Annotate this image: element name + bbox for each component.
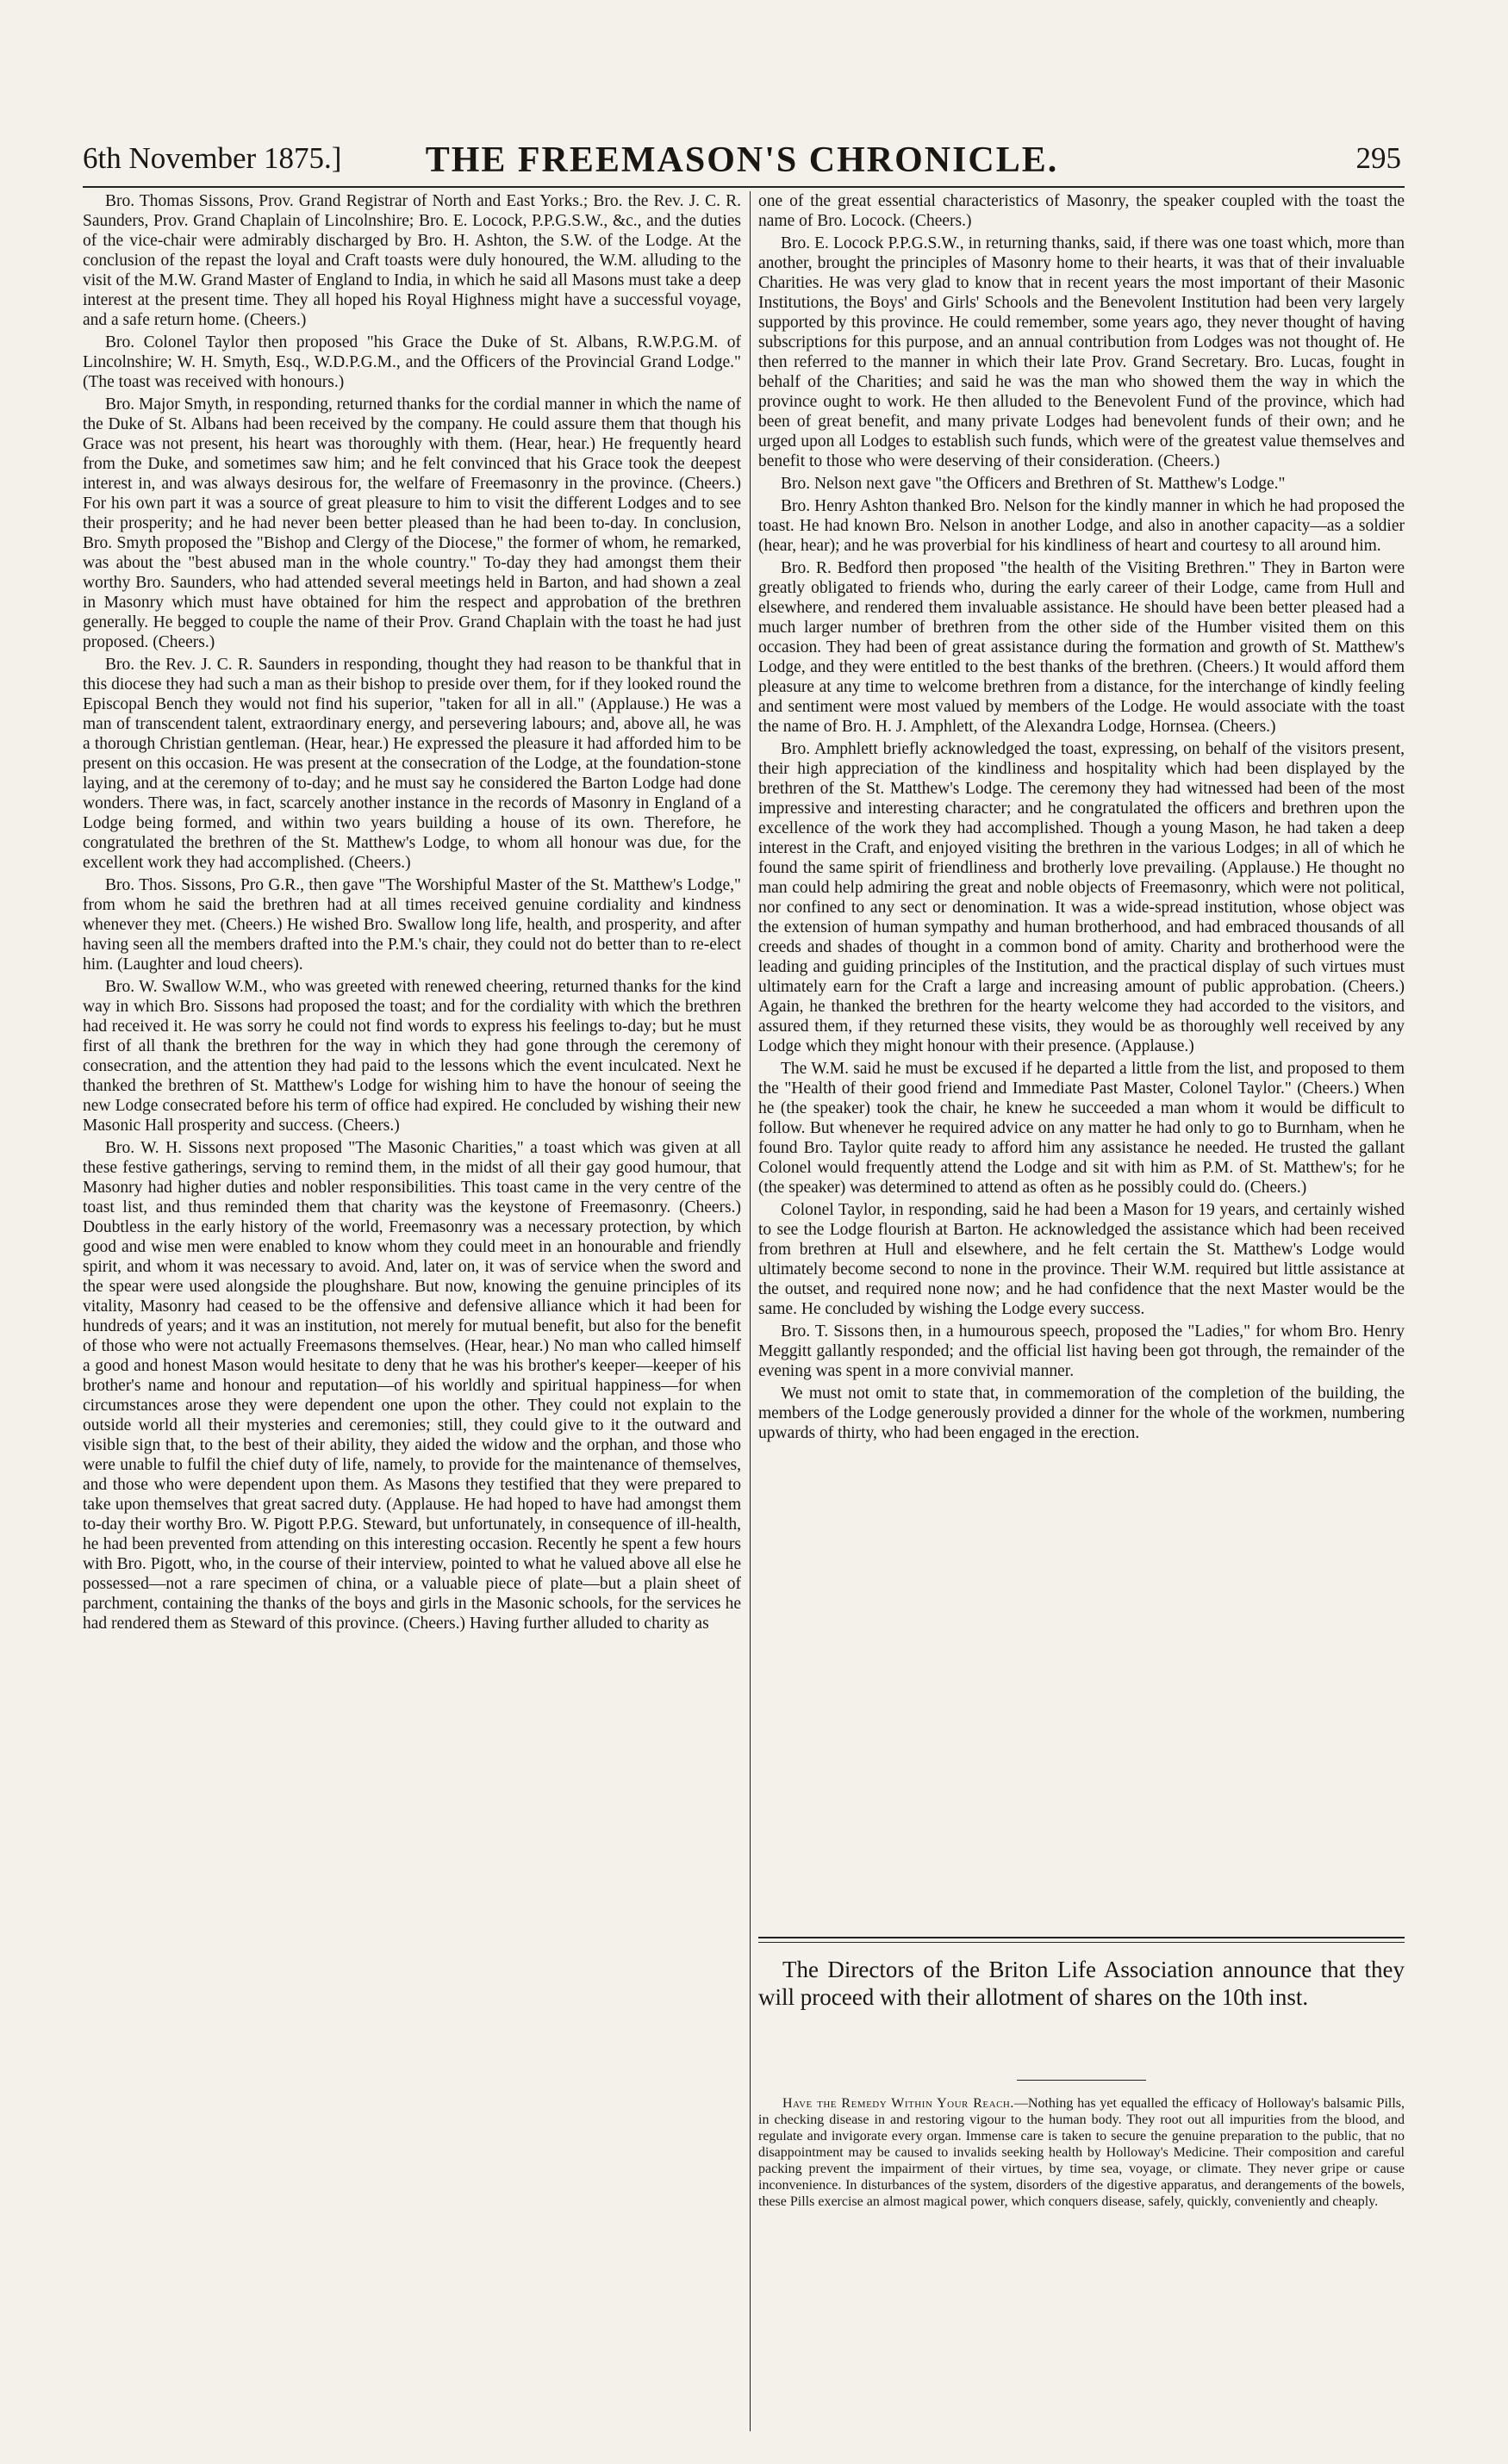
article-paragraph: Bro. Henry Ashton thanked Bro. Nelson for the kindly manner in which he had proposed the toast. He had known Bro. Nelson in another Lodge, and also in another capacity—as a soldier (hear, hear); and he was proverbial for his kindliness of heart and courtesy to all around him. bbox=[758, 497, 1405, 555]
article-paragraph: Bro. Nelson next gave "the Officers and Brethren of St. Matthew's Lodge." bbox=[781, 475, 1286, 493]
advert-lead: Have the Remedy Within Your Reach. bbox=[782, 2096, 1014, 2111]
article-paragraph: Bro. W. H. Sissons next proposed "The Masonic Charities," a toast which was given at all these festive gatherings, serving to remind them, in the midst of all their gay good humour, that Masonry had higher duties and nobler responsibilities. This toast came in the very centre of the toast list, and thus reminded them that charity was the keystone of Freemasonry. (Cheers.) Doubtless in the early history of the world, Freemasonry was a necessary protection, by which good and wise men were enabled to know whom they could meet in an honourable and friendly spirit, and whom it was necessary to avoid. And, later on, it was of service when the sword and the spear were used alongside the ploughshare. But now, knowing the genuine principles of its vitality, Masonry had ceased to be the offensive and defensive alliance which it had been for hundreds of years; and it was an institution, not merely for mutual benefit, but also for the benefit of those who were not actually Freemasons themselves. (Hear, hear.) No man who called himself a good and honest Mason would hesitate to deny that he was his brother's keeper—keeper of his brother's name and honour and reputation—of his worldly and spiritual happiness—for when circumstances arose they were dependent one upon the other. They could not explain to the outside world all their mysteries and ceremonies; still, they could give to it the outward and visible sign that, to the best of their ability, they aided the widow and the orphan, and those who were unable to fulfil the chief duty of life, namely, to provide for the maintenance of themselves, and those who were dependent upon them. As Masons they testified that they were prepared to take upon themselves that great sacred duty. (Applause. He had hoped to have had amongst them to-day their worthy Bro. W. Pigott P.P.G. Steward, but unfortunately, in consequence of ill-health, he had been prevented from attending on this interesting occasion. Recently he spent a few hours with Bro. Pigott, who, in the course of their interview, pointed to what he valued above all else he possessed—not a rare specimen of china, or a valuable piece of plate—but a plain sheet of parchment, containing the thanks of the boys and girls in the Masonic schools, for the services he had rendered them as Steward of this province. (Cheers.) Having further alluded to charity as bbox=[83, 1139, 741, 1633]
article-paragraph: Bro. Thos. Sissons, Pro G.R., then gave "The Worshipful Master of the St. Matthew's Lodge," from whom he said the brethren had at all times received genuine cordiality and kindness whenever they met. (Cheers.) He wished Bro. Swallow long life, health, and prosperity, and after having seen all the members drafted into the P.M.'s chair, they could not do better than to re-elect him. (Laughter and loud cheers). bbox=[83, 876, 741, 974]
masthead-rule bbox=[83, 186, 1405, 188]
left-column bbox=[83, 191, 741, 1636]
right-column bbox=[758, 191, 1405, 1446]
advert-text bbox=[758, 2095, 1405, 2210]
article-paragraph: Colonel Taylor, in responding, said he had been a Mason for 19 years, and certainly wished to see the Lodge flourish at Barton. He acknowledged the assistance which had been received from brethren at Hull and elsewhere, and he felt certain the St. Matthew's Lodge would ultimately become second to none in the province. Their W.M. required but little assistance at the outset, and required none now; and he had confidence that the next Master would be the same. He concluded by wishing the Lodge every success. bbox=[758, 1201, 1405, 1318]
notice-text: The Directors of the Briton Life Association announce that they will proceed with their allotment of shares on the 10th inst. bbox=[758, 1957, 1405, 2010]
section-rule-top bbox=[758, 1937, 1405, 1938]
page-number: 295 bbox=[1355, 141, 1401, 175]
article-paragraph: Bro. Thomas Sissons, Prov. Grand Registrar of North and East Yorks.; Bro. the Rev. J. C. R. Saunders, Prov. Grand Chaplain of Lincolnshire; Bro. E. Locock, P.P.G.S.W., &c., and the duties of the vice-chair were admirably discharged by Bro. H. Ashton, the S.W. of the Lodge. At the conclusion of the repast the loyal and Craft toasts were duly honoured, the W.M. alluding to the visit of the M.W. Grand Master of England to India, in which he said all Masons must take a deep interest at the present time. They all hoped his Royal Highness might have a successful voyage, and a safe return home. (Cheers.) bbox=[83, 192, 741, 329]
article-paragraph: Bro. Major Smyth, in responding, returned thanks for the cordial manner in which the name of the Duke of St. Albans had been received by the company. He could assure them that though his Grace was not present, his heart was thoroughly with them. (Hear, hear.) He frequently heard from the Duke, and sometimes saw him; and he felt convinced that his Grace took the deepest interest in, and was always desirous for, the welfare of Freemasonry in the province. (Cheers.) For his own part it was a source of great pleasure to him to visit the different Lodges and to see their prosperity; and he had never been better pleased than he had been to-day. In conclusion, Bro. Smyth proposed the "Bishop and Clergy of the Diocese," the former of whom, he remarked, was about the "best abused man in the whole country." To-day they had amongst them their worthy Bro. Saunders, who had attended several meetings held in Barton, and had shown a zeal in Masonry which must have obtained for him the respect and approbation of the brethren generally. He begged to couple the name of their Prov. Grand Chaplain with the toast he had just proposed. (Cheers.) bbox=[83, 395, 741, 651]
article-paragraph: Bro. E. Locock P.P.G.S.W., in returning thanks, said, if there was one toast which, more than another, brought the principles of Masonry home to their hearts, it was that of their invaluable Charities. He was very glad to know that in recent years the most important of their Masonic Institutions, the Boys' and Girls' Schools and the Benevolent Institution had been very largely supported by this province. He could remember, some years ago, they never thought of having subscriptions for this purpose, and an annual contribution from Lodges was not thought of. He then referred to the manner in which their late Prov. Grand Secretary. Bro. Lucas, fought in behalf of the Charities; and said he was the man who showed them the way in which the province ought to work. He then alluded to the Benevolent Fund of the province, which had been of great benefit, and many private Lodges had benevolent funds of their own; and he urged upon all Lodges to establish such funds, which were of the greatest value themselves and benefit to those who were deserving of their consideration. (Cheers.) bbox=[758, 234, 1405, 470]
article-paragraph: Bro. Colonel Taylor then proposed "his Grace the Duke of St. Albans, R.W.P.G.M. of Lincolnshire; W. H. Smyth, Esq., W.D.P.G.M., and the Officers of the Provincial Grand Lodge." (The toast was received with honours.) bbox=[83, 333, 741, 391]
publication-title: THE FREEMASON'S CHRONICLE. bbox=[425, 140, 1059, 180]
article-paragraph: Bro. W. Swallow W.M., who was greeted with renewed cheering, returned thanks for the kind way in which Bro. Sissons had proposed the toast; and for the cordiality with which the brethren had received it. He was sorry he could not find words to express his feelings to-day; but he must first of all thank the brethren for the way in which they had gone through the ceremony of consecration, and the attention they had paid to the lessons which the event inculcated. Next he thanked the brethren of St. Matthew's Lodge for wishing him to have the honour of seeing the new Lodge consecrated before his term of office had expired. He concluded by wishing their new Masonic Hall prosperity and success. (Cheers.) bbox=[83, 978, 741, 1135]
article-paragraph: Bro. the Rev. J. C. R. Saunders in responding, thought they had reason to be thankful that in this diocese they had such a man as their bishop to preside over them, for if they looked round the Episcopal Bench they would not find his superior, "taken for all in all." (Applause.) He was a man of transcendent talent, extraordinary energy, and persevering labours; and, above all, he was a thorough Christian gentleman. (Hear, hear.) He expressed the pleasure it had afforded him to be present on this occasion. He was present at the consecration of the Lodge, at the foundation-stone laying, and at the ceremony of to-day; and he must say he considered the Barton Lodge had done wonders. There was, in fact, scarcely another instance in the records of Masonry in England of a Lodge being formed, and within two years building a house of its own. Therefore, he congratulated the brethren of the St. Matthew's Lodge, to whom all honour was due, for the excellent work they had accomplished. (Cheers.) bbox=[83, 656, 741, 872]
issue-date: 6th November 1875.] bbox=[83, 141, 342, 175]
article-paragraph: Bro. Amphlett briefly acknowledged the toast, expressing, on behalf of the visitors present, their high appreciation of the kindliness and hospitality which had been displayed by the brethren of the St. Matthew's Lodge. The ceremony they had witnessed had been of the most impressive and interesting character; and he congratulated the officers and brethren upon the excellence of the work they had accomplished. Though a young Mason, he had taken a deep interest in the Craft, and enjoyed visiting the brethren in the various Lodges; in all of which he found the same spirit of friendliness and brotherly love prevailing. (Applause.) He thought no man could help admiring the great and noble objects of Freemasonry, which were not political, nor confined to any sect or denomination. It was a wide-spread institution, whose object was the extension of human sympathy and human brotherhood, and had embraced thousands of all creeds and shades of thought in a common bond of amity. Charity and brotherhood were the leading and guiding principles of the Institution, and the practical display of such virtues must ultimately earn for the Craft a large and increasing amount of public approbation. (Cheers.) Again, he thanked the brethren for the hearty welcome they had accorded to the visitors, and assured them, if they returned these visits, they would be as thoroughly well received by any Lodge which they might honour with their presence. (Applause.) bbox=[758, 740, 1405, 1055]
section-rule-bottom bbox=[758, 1942, 1405, 1943]
article-paragraph: The W.M. said he must be excused if he departed a little from the list, and proposed to them the "Health of their good friend and Immediate Past Master, Colonel Taylor." (Cheers.) When he (the speaker) took the chair, he knew he succeeded a man whom it would be difficult to follow. But whenever he required advice on any matter he had only to go to Burnham, when he found Bro. Taylor quite ready to afford him any assistance he needed. He trusted the gallant Colonel would frequently attend the Lodge and sit with him as P.M. of St. Matthew's; for he (the speaker) was determined to attend as often as he possibly could do. (Cheers.) bbox=[758, 1060, 1405, 1197]
briton-life-notice bbox=[758, 1956, 1405, 2011]
column-divider bbox=[750, 191, 751, 2431]
holloway-advert bbox=[758, 2095, 1405, 2210]
advert-body: —Nothing has yet equalled the efficacy of Holloway's balsamic Pills, in checking disease in and restoring vigour to the human body. They root out all impurities from the blood, and regulate and invigorate every organ. Immense care is taken to secure the genuine preparation to the public, that no disappointment may be caused to invalids seeking health by Holloway's Medicine. Their composition and careful packing prevent the impairment of their virtues, by time sea, voyage, or climate. They never gripe or cause inconvenience. In disturbances of the system, disorders of the digestive apparatus, and derangements of the bowels, these Pills exercise an almost magical power, which conquers disease, safely, quickly, conveniently and cheaply. bbox=[758, 2096, 1405, 2209]
advert-rule bbox=[1017, 2080, 1146, 2081]
article-paragraph: We must not omit to state that, in commemoration of the completion of the building, the members of the Lodge generously provided a dinner for the whole of the workmen, numbering upwards of thirty, who had been engaged in the erection. bbox=[758, 1384, 1405, 1442]
article-paragraph: Bro. T. Sissons then, in a humourous speech, proposed the "Ladies," for whom Bro. Henry Meggitt gallantly responded; and the official list having been got through, the remainder of the evening was spent in a more convivial manner. bbox=[758, 1322, 1405, 1380]
article-paragraph: Bro. R. Bedford then proposed "the health of the Visiting Brethren." They in Barton were greatly obligated to friends who, during the early career of their Lodge, came from Hull and elsewhere, and rendered them invaluable assistance. He should have been better pleased had a much larger number of brethren from the other side of the Humber visited them on this occasion. They had been of great assistance during the formation and growth of St. Matthew's Lodge, and they were entitled to the best thanks of the brethren. (Cheers.) It would afford them pleasure at any time to welcome brethren from a distance, for the interchange of kindly feeling and sentiment were most valued by members of the Lodge. He would associate with the toast the name of Bro. H. J. Amphlett, of the Alexandra Lodge, Hornsea. (Cheers.) bbox=[758, 559, 1405, 736]
article-paragraph: one of the great essential characteristics of Masonry, the speaker coupled with the toast the name of Bro. Locock. (Cheers.) bbox=[758, 192, 1405, 230]
